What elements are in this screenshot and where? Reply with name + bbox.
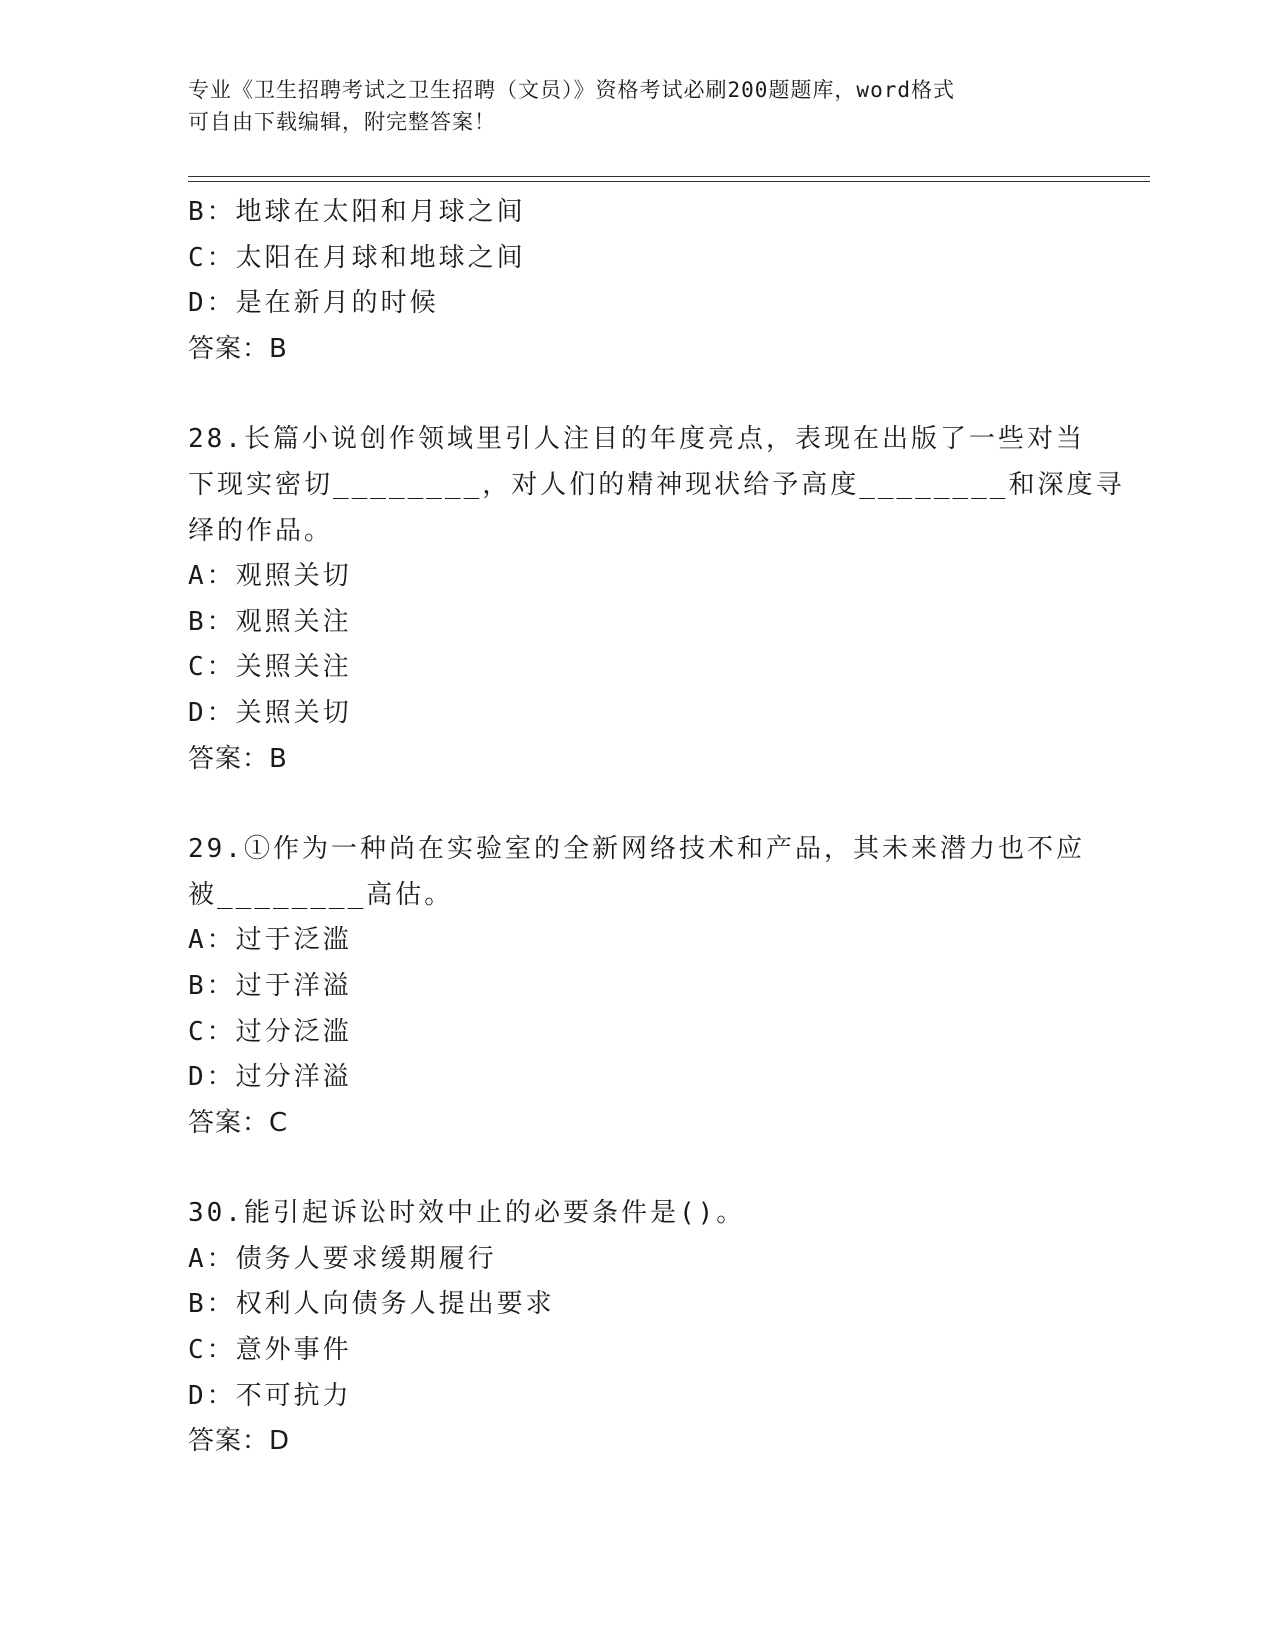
question-text-line: 被________高估。 <box>188 879 454 910</box>
option-d: D：关照关切 <box>188 697 352 728</box>
question-text-line: 下现实密切________，对人们的精神现状给予高度________和深度寻 <box>188 469 1125 500</box>
question-list <box>188 190 1125 1465</box>
option-d: D：过分洋溢 <box>188 1062 352 1093</box>
answer-line: 答案：B <box>188 743 288 774</box>
answer-line: 答案：B <box>188 333 288 364</box>
option-c: C：过分泛滥 <box>188 1016 352 1047</box>
spacer <box>188 782 1088 827</box>
question-text-line: 30.能引起诉讼时效中止的必要条件是()。 <box>188 1198 746 1229</box>
option-b: B：地球在太阳和月球之间 <box>188 197 526 227</box>
question-text-line: 绎的作品。 <box>188 515 334 546</box>
option-c: C：关照关注 <box>188 652 352 683</box>
question-30 <box>188 1191 1088 1465</box>
option-a: A：观照关切 <box>188 561 352 592</box>
option-d: D：是在新月的时候 <box>188 288 439 319</box>
option-b: B：过于洋溢 <box>188 970 352 1001</box>
question-text-line: 28.长篇小说创作领域里引人注目的年度亮点，表现在出版了一些对当 <box>188 424 1085 455</box>
header-line-2: 可自由下载编辑，附完整答案！ <box>188 110 496 134</box>
option-b: B：权利人向债务人提出要求 <box>188 1289 555 1320</box>
question-27-partial <box>188 190 1088 372</box>
question-29 <box>188 827 1088 1146</box>
document-header <box>188 74 1068 138</box>
option-c: C：太阳在月球和地球之间 <box>188 242 526 273</box>
option-c: C：意外事件 <box>188 1335 352 1366</box>
header-divider-top <box>188 176 1150 177</box>
option-b: B：观照关注 <box>188 606 352 637</box>
spacer <box>188 1146 1088 1191</box>
header-divider-bottom <box>188 181 1150 182</box>
option-d: D：不可抗力 <box>188 1380 352 1411</box>
question-28 <box>188 417 1125 782</box>
question-text-line: 29.①作为一种尚在实验室的全新网络技术和产品，其未来潜力也不应 <box>188 834 1085 865</box>
spacer <box>188 372 1088 417</box>
option-a: A：债务人要求缓期履行 <box>188 1243 497 1274</box>
answer-line: 答案：C <box>188 1107 289 1138</box>
answer-line: 答案：D <box>188 1426 291 1457</box>
option-a: A：过于泛滥 <box>188 925 352 956</box>
header-line-1: 专业《卫生招聘考试之卫生招聘（文员）》资格考试必刷200题题库，word格式 <box>188 78 955 102</box>
